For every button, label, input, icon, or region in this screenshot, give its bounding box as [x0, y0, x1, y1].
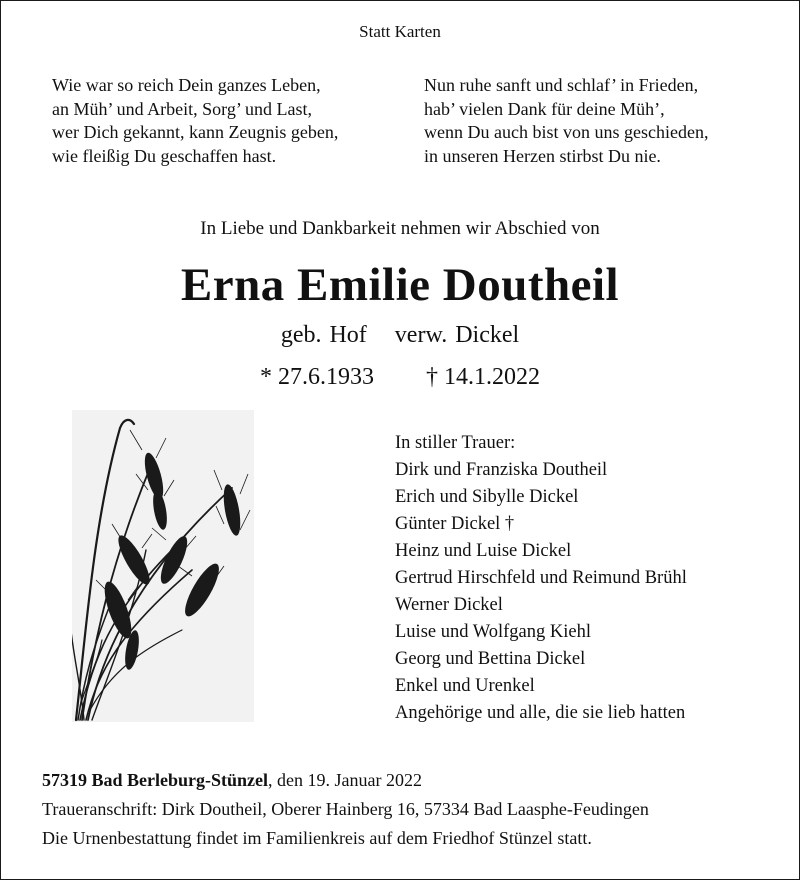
- list-item: Werner Dickel: [395, 595, 503, 615]
- poem-line: wer Dich gekannt, kann Zeugnis geben,: [52, 122, 339, 142]
- mourners-list: [395, 430, 687, 727]
- wheat-grass-icon: [72, 410, 254, 722]
- place-name: 57319 Bad Berleburg-Stünzel: [42, 770, 269, 790]
- place-date-line: [42, 766, 649, 795]
- life-dates: [0, 364, 800, 391]
- list-item: Dirk und Franziska Doutheil: [395, 460, 608, 480]
- mourners-heading: In stiller Trauer:: [395, 433, 516, 453]
- poem-line: wie fleißig Du geschaffen hast.: [52, 145, 277, 166]
- list-item: Angehörige und alle, die sie lieb hatten: [395, 703, 686, 723]
- born-name: geb. Hof: [280, 322, 367, 348]
- notice-header: Statt Karten: [359, 22, 441, 41]
- poem-right: [424, 74, 708, 168]
- poem-line: an Müh’ und Arbeit, Sorg’ und Last,: [52, 98, 312, 119]
- list-item: Heinz und Luise Dickel: [395, 541, 572, 561]
- farewell-intro: In Liebe und Dankbarkeit nehmen wir Abschied von: [200, 218, 600, 239]
- birth-date: * 27.6.1933: [260, 364, 374, 390]
- poem-left: [52, 74, 338, 168]
- mourning-address: Traueranschrift: Dirk Doutheil, Oberer Hainberg 16, 57334 Bad Laasphe-Feudingen: [42, 799, 649, 819]
- poem-line: hab’ vielen Dank für deine Müh’,: [424, 98, 665, 119]
- list-item: Georg und Bettina Dickel: [395, 649, 586, 669]
- death-date: † 14.1.2022: [426, 364, 540, 390]
- poem-line: Wie war so reich Dein ganzes Leben,: [52, 75, 321, 95]
- list-item: Enkel und Urenkel: [395, 676, 535, 696]
- deceased-name: Erna Emilie Doutheil: [180, 259, 620, 311]
- list-item: Luise und Wolfgang Kiehl: [395, 622, 591, 642]
- notice-date: , den 19. Januar 2022: [268, 770, 422, 790]
- burial-info: Die Urnenbestattung findet im Familienkreis auf dem Friedhof Stünzel statt.: [42, 828, 592, 848]
- poem-line: Nun ruhe sanft und schlaf’ in Frieden,: [424, 75, 699, 95]
- widowed-name: verw. Dickel: [394, 322, 520, 348]
- list-item: Erich und Sibylle Dickel: [395, 487, 579, 507]
- notice-footer: [42, 766, 649, 853]
- poem-line: wenn Du auch bist von uns geschieden,: [424, 122, 709, 142]
- list-item: Gertrud Hirschfeld und Reimund Brühl: [395, 568, 687, 588]
- maiden-names: [0, 322, 800, 349]
- list-item: Günter Dickel †: [395, 514, 515, 534]
- poem-line: in unseren Herzen stirbst Du nie.: [424, 145, 661, 166]
